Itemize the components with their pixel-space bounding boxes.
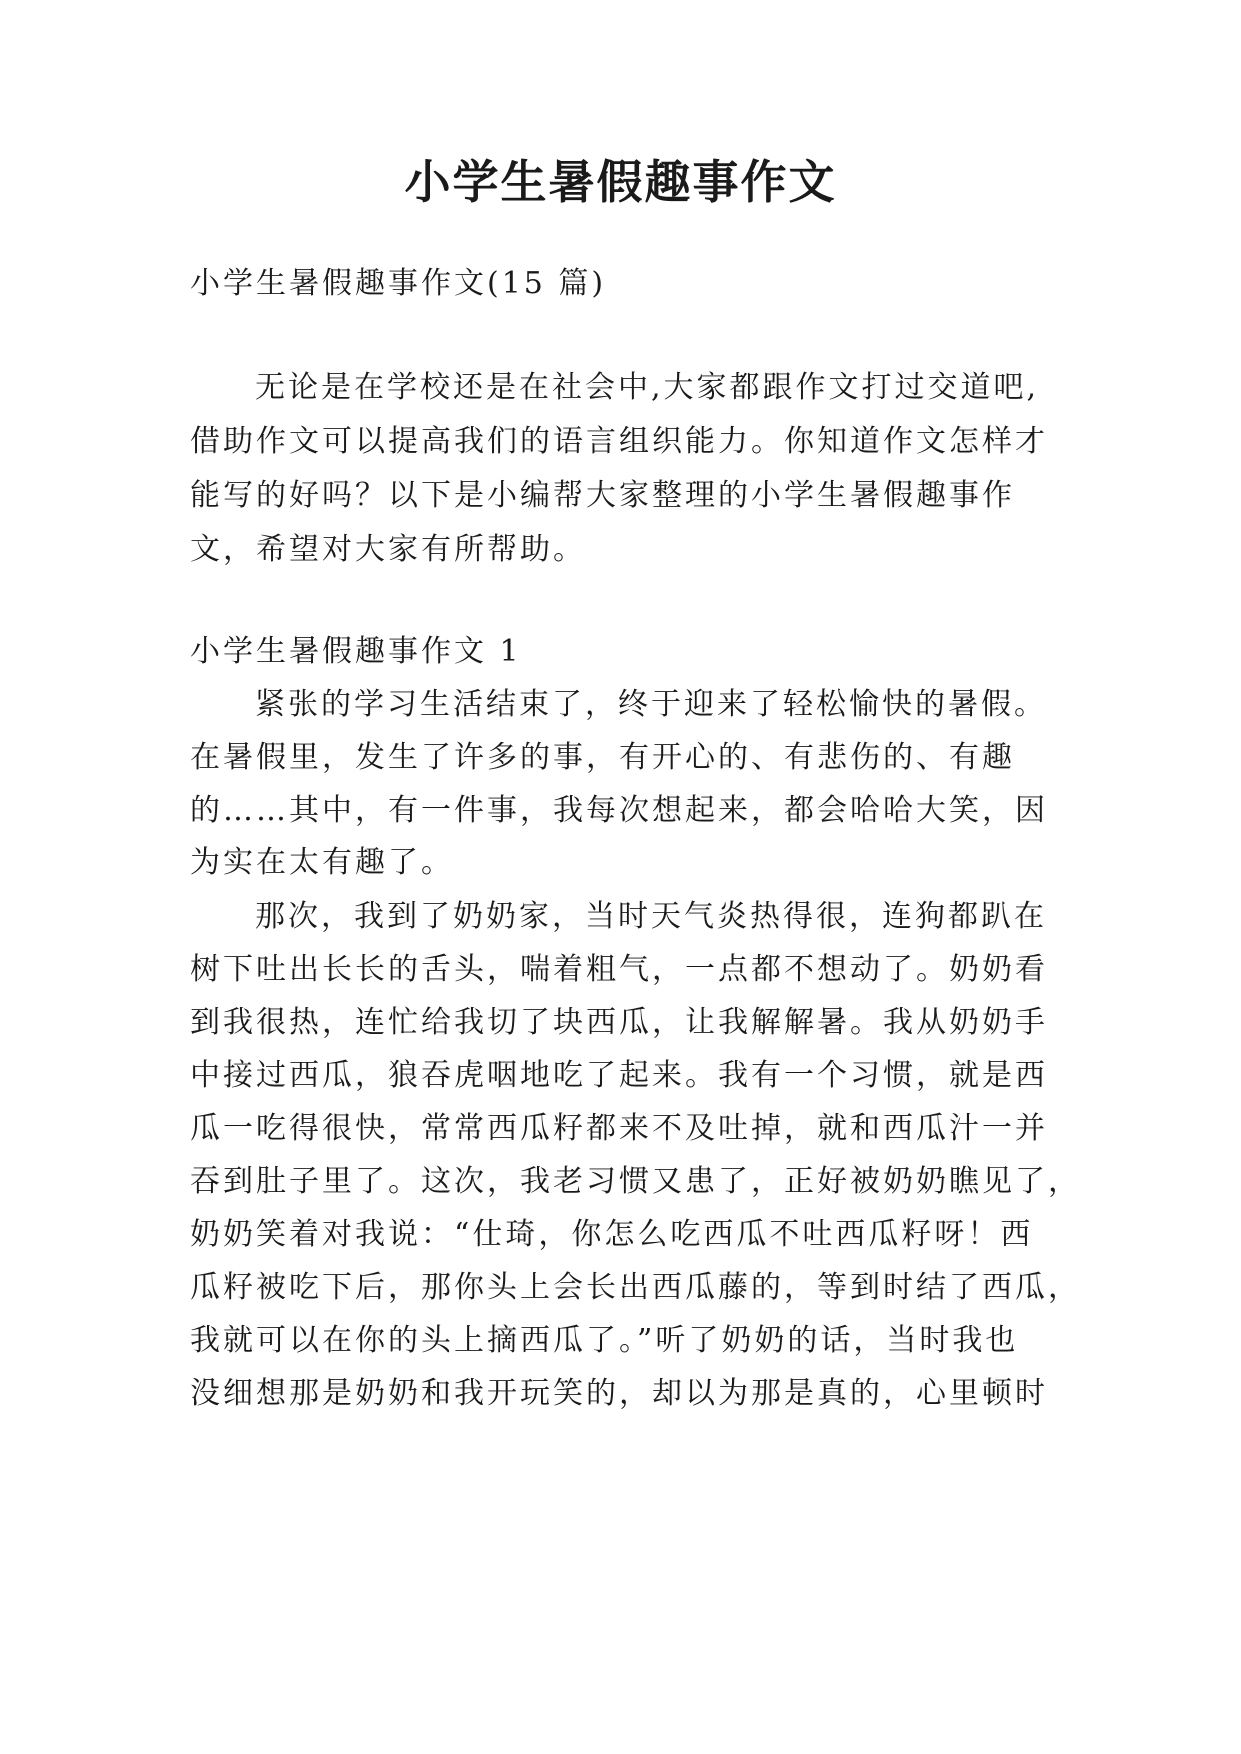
paragraph-line: 瓜一吃得很快，常常西瓜籽都来不及吐掉，就和西瓜汁一并 <box>190 1111 1048 1146</box>
paragraph-line: 在暑假里，发生了许多的事，有开心的、有悲伤的、有趣 <box>190 740 1015 775</box>
paragraph-line: 瓜籽被吃下后，那你头上会长出西瓜藤的，等到时结了西瓜， <box>190 1270 1081 1305</box>
paragraph-line: 到我很热，连忙给我切了块西瓜，让我解解暑。我从奶奶手 <box>190 1005 1048 1040</box>
paragraph-line: 的……其中，有一件事，我每次想起来，都会哈哈大笑，因 <box>190 793 1048 828</box>
intro-line: 借助作文可以提高我们的语言组织能力。你知道作文怎样才 <box>190 424 1048 459</box>
paragraph-line: 树下吐出长长的舌头，喘着粗气，一点都不想动了。奶奶看 <box>190 952 1048 987</box>
paragraph-line: 为实在太有趣了。 <box>190 845 454 880</box>
paragraph-line: 紧张的学习生活结束了，终于迎来了轻松愉快的暑假。 <box>255 687 1047 722</box>
document-subtitle: 小学生暑假趣事作文(15 篇) <box>190 266 607 301</box>
paragraph-line: 中接过西瓜，狼吞虎咽地吃了起来。我有一个习惯，就是西 <box>190 1058 1048 1093</box>
intro-line: 文，希望对大家有所帮助。 <box>190 532 586 567</box>
paragraph-line: 我就可以在你的头上摘西瓜了。”听了奶奶的话，当时我也 <box>190 1323 1019 1358</box>
paragraph-line: 奶奶笑着对我说：“仕琦，你怎么吃西瓜不吐西瓜籽呀！西 <box>190 1217 1034 1252</box>
intro-line: 无论是在学校还是在社会中,大家都跟作文打过交道吧, <box>255 370 1040 405</box>
document-title: 小学生暑假趣事作文 <box>404 155 837 209</box>
section-heading: 小学生暑假趣事作文 1 <box>190 634 522 669</box>
intro-line: 能写的好吗？以下是小编帮大家整理的小学生暑假趣事作 <box>190 478 1015 513</box>
paragraph-line: 吞到肚子里了。这次，我老习惯又患了，正好被奶奶瞧见了， <box>190 1164 1081 1199</box>
paragraph-line: 那次，我到了奶奶家，当时天气炎热得很，连狗都趴在 <box>255 899 1047 934</box>
paragraph-line: 没细想那是奶奶和我开玩笑的，却以为那是真的，心里顿时 <box>190 1376 1048 1411</box>
